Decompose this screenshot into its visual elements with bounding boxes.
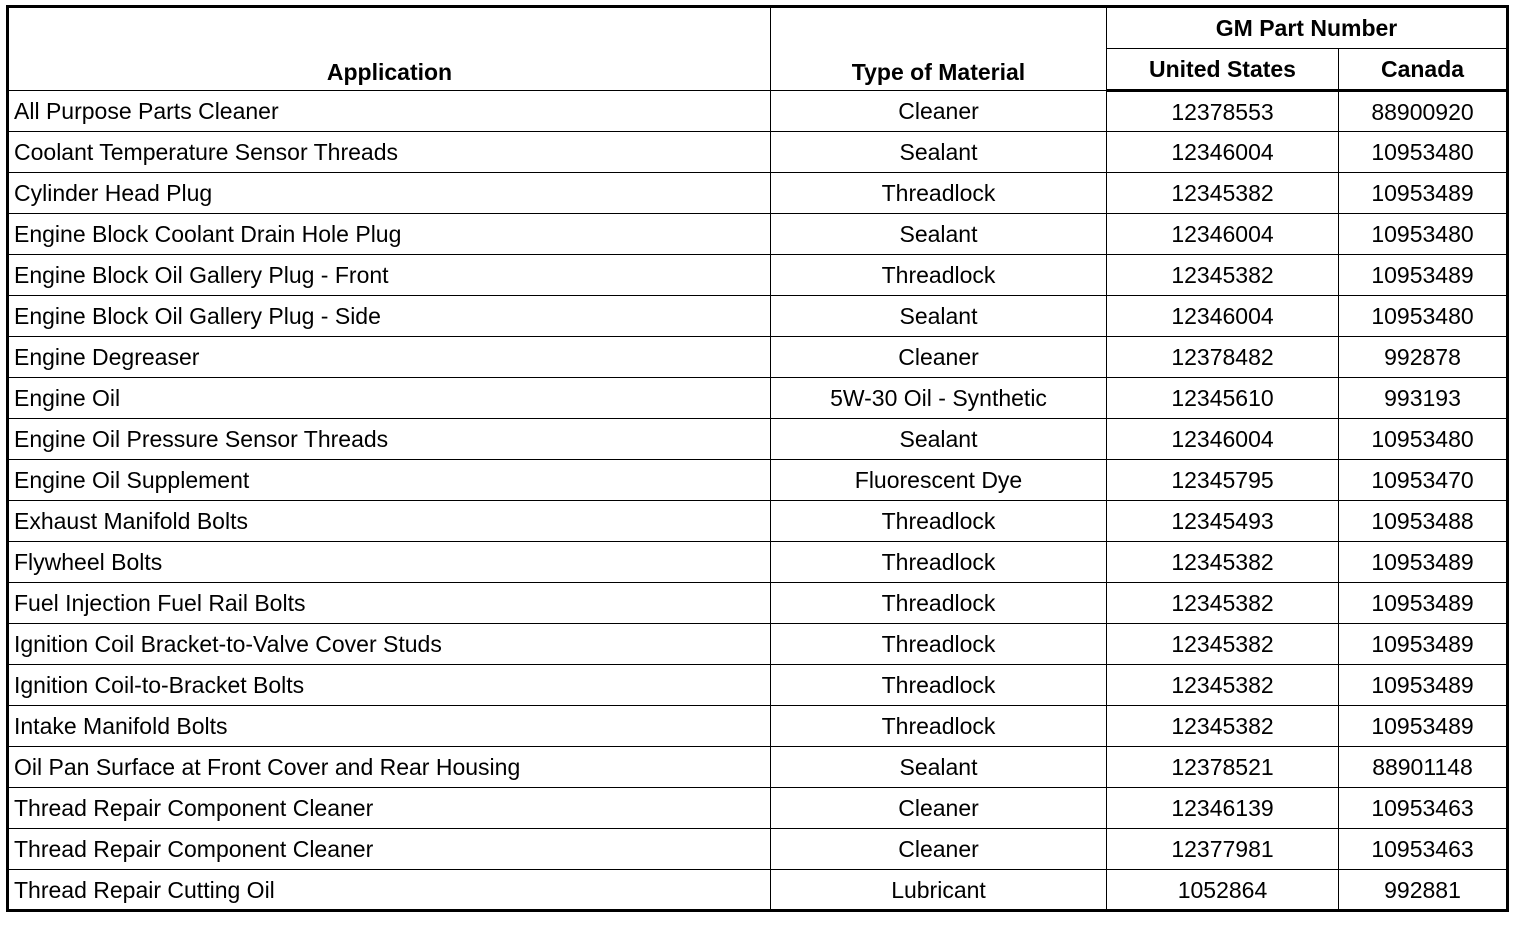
cell-type-of-material: 5W-30 Oil - Synthetic <box>771 378 1107 419</box>
column-header-united-states: United States <box>1107 49 1339 91</box>
column-header-type-of-material: Type of Material <box>771 7 1107 91</box>
cell-canada-part-number: 10953463 <box>1339 829 1508 870</box>
cell-canada-part-number: 10953480 <box>1339 214 1508 255</box>
cell-application: Cylinder Head Plug <box>8 173 771 214</box>
cell-application: Engine Block Oil Gallery Plug - Side <box>8 296 771 337</box>
adhesives-fluids-table <box>6 5 1509 912</box>
table-row <box>8 624 1508 665</box>
cell-application: Engine Degreaser <box>8 337 771 378</box>
cell-type-of-material: Cleaner <box>771 788 1107 829</box>
cell-application: Engine Oil Pressure Sensor Threads <box>8 419 771 460</box>
cell-type-of-material: Lubricant <box>771 870 1107 911</box>
cell-type-of-material: Cleaner <box>771 91 1107 132</box>
table-row <box>8 747 1508 788</box>
table-row <box>8 173 1508 214</box>
cell-us-part-number: 12345382 <box>1107 173 1339 214</box>
cell-application: Engine Block Oil Gallery Plug - Front <box>8 255 771 296</box>
cell-type-of-material: Cleaner <box>771 337 1107 378</box>
cell-canada-part-number: 10953489 <box>1339 706 1508 747</box>
table-row <box>8 583 1508 624</box>
cell-type-of-material: Threadlock <box>771 624 1107 665</box>
cell-type-of-material: Threadlock <box>771 542 1107 583</box>
table-row <box>8 132 1508 173</box>
cell-us-part-number: 12345795 <box>1107 460 1339 501</box>
cell-canada-part-number: 10953463 <box>1339 788 1508 829</box>
cell-us-part-number: 12378482 <box>1107 337 1339 378</box>
table-row <box>8 296 1508 337</box>
cell-application: Flywheel Bolts <box>8 542 771 583</box>
cell-canada-part-number: 10953488 <box>1339 501 1508 542</box>
cell-us-part-number: 12378521 <box>1107 747 1339 788</box>
cell-canada-part-number: 10953489 <box>1339 173 1508 214</box>
cell-canada-part-number: 10953480 <box>1339 132 1508 173</box>
cell-canada-part-number: 992878 <box>1339 337 1508 378</box>
cell-canada-part-number: 10953489 <box>1339 542 1508 583</box>
table-header <box>8 7 1508 91</box>
cell-application: All Purpose Parts Cleaner <box>8 91 771 132</box>
cell-canada-part-number: 10953489 <box>1339 665 1508 706</box>
cell-application: Engine Block Coolant Drain Hole Plug <box>8 214 771 255</box>
table-row <box>8 501 1508 542</box>
table-row <box>8 337 1508 378</box>
table-row <box>8 665 1508 706</box>
cell-type-of-material: Sealant <box>771 214 1107 255</box>
column-header-canada: Canada <box>1339 49 1508 91</box>
cell-us-part-number: 12345382 <box>1107 583 1339 624</box>
cell-application: Exhaust Manifold Bolts <box>8 501 771 542</box>
cell-application: Engine Oil <box>8 378 771 419</box>
cell-application: Engine Oil Supplement <box>8 460 771 501</box>
cell-us-part-number: 12346004 <box>1107 419 1339 460</box>
cell-us-part-number: 12346139 <box>1107 788 1339 829</box>
table-row <box>8 460 1508 501</box>
cell-us-part-number: 12346004 <box>1107 214 1339 255</box>
cell-canada-part-number: 992881 <box>1339 870 1508 911</box>
cell-canada-part-number: 10953480 <box>1339 296 1508 337</box>
cell-us-part-number: 12345382 <box>1107 624 1339 665</box>
table-body <box>8 91 1508 911</box>
cell-type-of-material: Threadlock <box>771 501 1107 542</box>
cell-canada-part-number: 10953480 <box>1339 419 1508 460</box>
cell-type-of-material: Cleaner <box>771 829 1107 870</box>
table-row <box>8 829 1508 870</box>
cell-us-part-number: 12345610 <box>1107 378 1339 419</box>
table-row <box>8 255 1508 296</box>
cell-canada-part-number: 10953489 <box>1339 583 1508 624</box>
cell-type-of-material: Sealant <box>771 296 1107 337</box>
cell-us-part-number: 12377981 <box>1107 829 1339 870</box>
cell-us-part-number: 12345382 <box>1107 542 1339 583</box>
cell-type-of-material: Threadlock <box>771 706 1107 747</box>
cell-application: Oil Pan Surface at Front Cover and Rear Housing <box>8 747 771 788</box>
cell-canada-part-number: 10953470 <box>1339 460 1508 501</box>
cell-application: Thread Repair Component Cleaner <box>8 788 771 829</box>
cell-type-of-material: Sealant <box>771 132 1107 173</box>
table-row <box>8 214 1508 255</box>
cell-type-of-material: Threadlock <box>771 173 1107 214</box>
table-row <box>8 706 1508 747</box>
cell-canada-part-number: 993193 <box>1339 378 1508 419</box>
cell-type-of-material: Threadlock <box>771 255 1107 296</box>
cell-type-of-material: Sealant <box>771 419 1107 460</box>
cell-type-of-material: Fluorescent Dye <box>771 460 1107 501</box>
cell-us-part-number: 12345382 <box>1107 706 1339 747</box>
cell-canada-part-number: 88901148 <box>1339 747 1508 788</box>
cell-application: Ignition Coil-to-Bracket Bolts <box>8 665 771 706</box>
cell-canada-part-number: 10953489 <box>1339 624 1508 665</box>
cell-us-part-number: 12346004 <box>1107 132 1339 173</box>
cell-application: Intake Manifold Bolts <box>8 706 771 747</box>
cell-us-part-number: 12378553 <box>1107 91 1339 132</box>
cell-application: Thread Repair Cutting Oil <box>8 870 771 911</box>
cell-application: Thread Repair Component Cleaner <box>8 829 771 870</box>
cell-us-part-number: 12345382 <box>1107 665 1339 706</box>
cell-us-part-number: 12346004 <box>1107 296 1339 337</box>
column-header-application: Application <box>8 7 771 91</box>
column-group-header-gm-part-number: GM Part Number <box>1107 7 1508 49</box>
table-row <box>8 378 1508 419</box>
table-row <box>8 419 1508 460</box>
cell-canada-part-number: 10953489 <box>1339 255 1508 296</box>
cell-application: Ignition Coil Bracket-to-Valve Cover Studs <box>8 624 771 665</box>
cell-type-of-material: Sealant <box>771 747 1107 788</box>
header-row-top <box>8 7 1508 49</box>
adhesives-fluids-table-container <box>6 5 1509 912</box>
cell-us-part-number: 1052864 <box>1107 870 1339 911</box>
cell-type-of-material: Threadlock <box>771 583 1107 624</box>
cell-application: Fuel Injection Fuel Rail Bolts <box>8 583 771 624</box>
table-row <box>8 788 1508 829</box>
cell-application: Coolant Temperature Sensor Threads <box>8 132 771 173</box>
table-row <box>8 91 1508 132</box>
cell-canada-part-number: 88900920 <box>1339 91 1508 132</box>
table-row <box>8 870 1508 911</box>
cell-us-part-number: 12345382 <box>1107 255 1339 296</box>
cell-us-part-number: 12345493 <box>1107 501 1339 542</box>
cell-type-of-material: Threadlock <box>771 665 1107 706</box>
table-row <box>8 542 1508 583</box>
